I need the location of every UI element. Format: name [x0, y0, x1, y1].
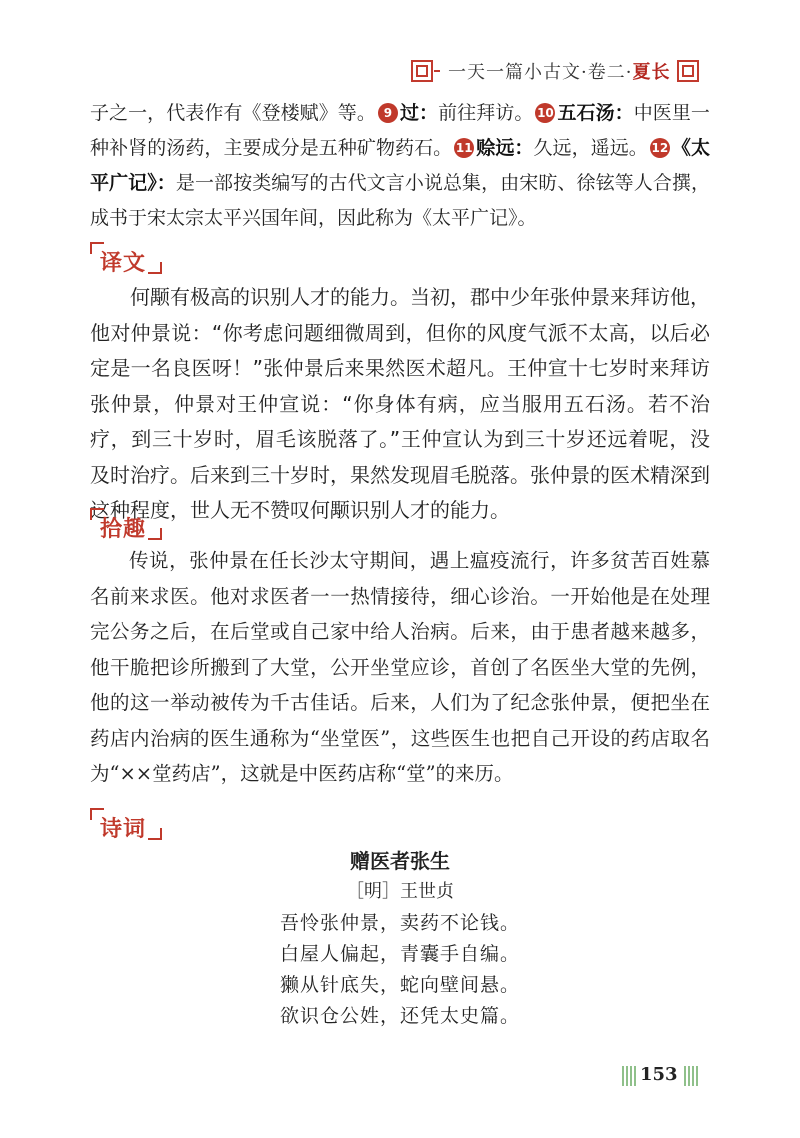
- label-corner: [148, 262, 162, 274]
- notes-paragraph: [90, 96, 710, 236]
- running-header: [410, 56, 700, 86]
- poem-line: 白屋人偏起，青囊手自编。: [279, 943, 520, 965]
- stripe-decoration-icon: [622, 1066, 636, 1086]
- translation-paragraph: 何颙有极高的识别人才的能力。当初，郡中少年张仲景来拜访他，他对仲景说：“你考虑问题细微周到，但你的风度气派不太高，以后必定是一名良医呀！”张仲景后来果然医术超凡。王仲宣十七岁时来拜访张仲景，仲景对王仲宣说：“你身体有病，应当服用五石汤。若不治疗，到三十岁时，眉毛该脱落了。”王仲宣认为到三十岁还远着呢，没及时治疗。后来到三十岁时，果然发现眉毛脱落。张仲景的医术精深到这种程度，世人无不赞叹何颙识别人才的能力。: [90, 285, 710, 522]
- season-name: 夏长: [632, 62, 671, 83]
- note-number-9: 9: [378, 103, 398, 123]
- volume-name: 卷二: [587, 62, 626, 83]
- translation-text: [90, 280, 710, 529]
- poem-author: ［明］王世贞: [346, 881, 454, 902]
- label-corner: [148, 828, 162, 840]
- anecdote-text: [90, 543, 710, 792]
- poem-title: 赠医者张生: [350, 849, 450, 873]
- poem-line: 欲识仓公姓，还凭太史篇。: [279, 1005, 520, 1027]
- note-text-10: 中医里一种补肾的汤药，主要成分是五种矿物药石。: [90, 102, 710, 159]
- page-number: 153: [640, 1064, 678, 1085]
- annotation-notes: [90, 96, 710, 236]
- poem-line: 獭从针底失，蛇向壁间悬。: [279, 974, 520, 996]
- poem-line: 吾怜张仲景，卖药不论钱。: [279, 912, 520, 934]
- section-label-poem: [90, 808, 170, 842]
- left-ornament-icon: [410, 59, 434, 83]
- header-title: 一天一篇小古文·卷二·夏长: [440, 58, 678, 84]
- section-label-anecdote: [90, 508, 170, 542]
- section-title: 译文: [100, 251, 147, 276]
- series-name: 一天一篇小古文: [448, 62, 581, 83]
- anecdote-paragraph: 传说，张仲景在任长沙太守期间，遇上瘟疫流行，许多贫苦百姓慕名前来求医。他对求医者一一热情接待，细心诊治。一开始他是在处理完公务之后，在后堂或自己家中给人治病。后来，由于患者越来越多，他干脆把诊所搬到了大堂，公开坐堂应诊，首创了名医坐大堂的先例，他的这一举动被传为千古佳话。后来，人们为了纪念张仲景，便把坐在药店内治病的医生通称为“坐堂医”，这些医生也把自己开设的药店取名为“××堂药店”，这就是中医药店称“堂”的来历。: [90, 549, 710, 785]
- section-title: 拾趣: [100, 517, 147, 542]
- note-text-11: 久远，遥远。: [533, 137, 648, 159]
- section-label-translation: [90, 242, 170, 276]
- note-term-11: 赊远：: [476, 137, 534, 159]
- note-number-12: 12: [650, 138, 670, 158]
- section-title: 诗词: [100, 817, 147, 842]
- note-number-10: 10: [535, 103, 555, 123]
- note-term-12: 《太平广记》：: [90, 137, 710, 194]
- note-text-9: 前往拜访。: [438, 102, 534, 124]
- note-intro: 子之一，代表作有《登楼赋》等。: [90, 102, 376, 124]
- label-corner: [148, 528, 162, 540]
- right-ornament-icon: [676, 59, 700, 83]
- stripe-decoration-icon: [684, 1066, 698, 1086]
- note-term-10: 五石汤：: [557, 102, 634, 124]
- note-number-11: 11: [454, 138, 474, 158]
- poem: [200, 846, 600, 1032]
- page-number-badge: [622, 1063, 702, 1089]
- note-text-12: 是一部按类编写的古代文言小说总集，由宋昉、徐铉等人合撰，成书于宋太宗太平兴国年间，因此称为《太平广记》。: [90, 172, 710, 229]
- note-term-9: 过：: [399, 102, 439, 124]
